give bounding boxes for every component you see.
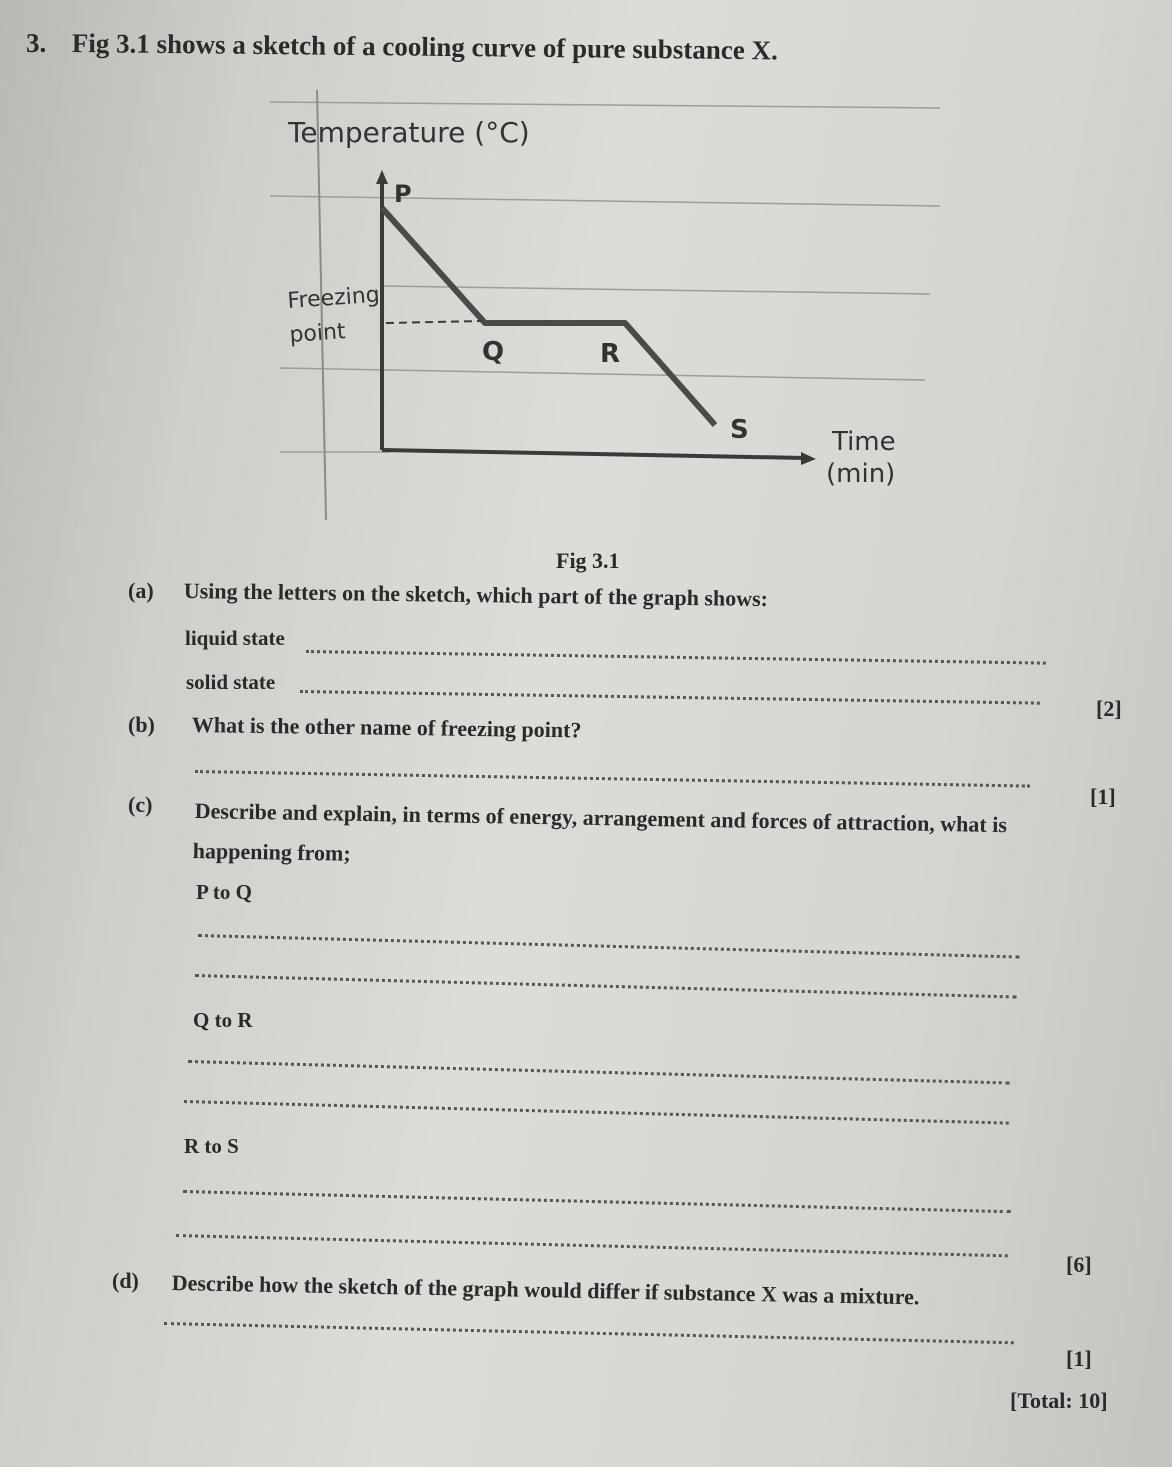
r-to-s-answer-line-2[interactable] xyxy=(176,1234,1008,1257)
liquid-state-answer-line[interactable] xyxy=(306,650,1046,665)
part-a-prompt: Using the letters on the sketch, which part of the graph shows: xyxy=(183,578,769,612)
q-to-r-answer-line-1[interactable] xyxy=(188,1060,1010,1085)
freezing-point-dashed-line xyxy=(386,321,482,323)
freezing-label-line1: Freezing xyxy=(286,282,381,314)
r-to-s-label: R to S xyxy=(184,1134,239,1158)
ruled-line xyxy=(270,196,940,206)
point-p-label: P xyxy=(394,180,412,208)
part-b-answer-line[interactable] xyxy=(195,770,1030,788)
part-a-marks: [2] xyxy=(1096,696,1122,721)
part-c-prompt-line2: happening from; xyxy=(192,838,351,866)
question-intro: Fig 3.1 shows a sketch of a cooling curve of pure substance X. xyxy=(71,28,778,66)
part-a-letter: (a) xyxy=(128,578,154,603)
ruled-line xyxy=(280,368,925,380)
x-axis-label-line2: (min) xyxy=(826,459,896,489)
part-c-prompt-line1: Describe and explain, in terms of energy, arrangement and forces of attraction, what is xyxy=(194,798,1008,838)
cooling-curve-figure xyxy=(260,80,960,550)
part-d-marks: [1] xyxy=(1066,1346,1092,1371)
point-s-label: S xyxy=(730,415,749,445)
figure-caption: Fig 3.1 xyxy=(556,548,620,573)
solid-state-label: solid state xyxy=(186,670,276,694)
x-axis-arrow-icon xyxy=(801,452,816,465)
part-d-letter: (d) xyxy=(112,1268,139,1293)
q-to-r-label: Q to R xyxy=(193,1008,253,1032)
point-q-label: Q xyxy=(482,337,505,367)
p-to-q-label: P to Q xyxy=(196,880,252,904)
x-axis xyxy=(382,450,805,458)
freezing-label-line2: point xyxy=(288,319,347,348)
part-b-prompt: What is the other name of freezing point? xyxy=(191,712,582,743)
question-number: 3. xyxy=(26,28,47,58)
x-axis-label-line1: Time xyxy=(832,427,896,457)
p-to-q-answer-line-1[interactable] xyxy=(198,934,1020,959)
part-b-marks: [1] xyxy=(1090,784,1116,809)
ruled-line xyxy=(270,102,940,108)
total-marks: [Total: 10] xyxy=(1010,1388,1108,1413)
y-axis-arrow-icon xyxy=(376,170,388,184)
cooling-curve-line xyxy=(382,208,715,425)
part-d-answer-line[interactable] xyxy=(164,1322,1014,1344)
solid-state-answer-line[interactable] xyxy=(300,690,1040,705)
part-c-marks: [6] xyxy=(1066,1252,1092,1277)
point-r-label: R xyxy=(600,339,621,369)
part-c-letter: (c) xyxy=(128,792,153,817)
q-to-r-answer-line-2[interactable] xyxy=(184,1100,1009,1125)
ruled-line xyxy=(380,286,930,294)
liquid-state-label: liquid state xyxy=(185,626,285,650)
r-to-s-answer-line-1[interactable] xyxy=(183,1190,1011,1213)
part-d-prompt: Describe how the sketch of the graph would differ if substance X was a mixture. xyxy=(171,1270,920,1310)
part-b-letter: (b) xyxy=(128,712,155,737)
p-to-q-answer-line-2[interactable] xyxy=(195,974,1017,999)
y-axis-label: Temperature (°C) xyxy=(288,116,530,149)
